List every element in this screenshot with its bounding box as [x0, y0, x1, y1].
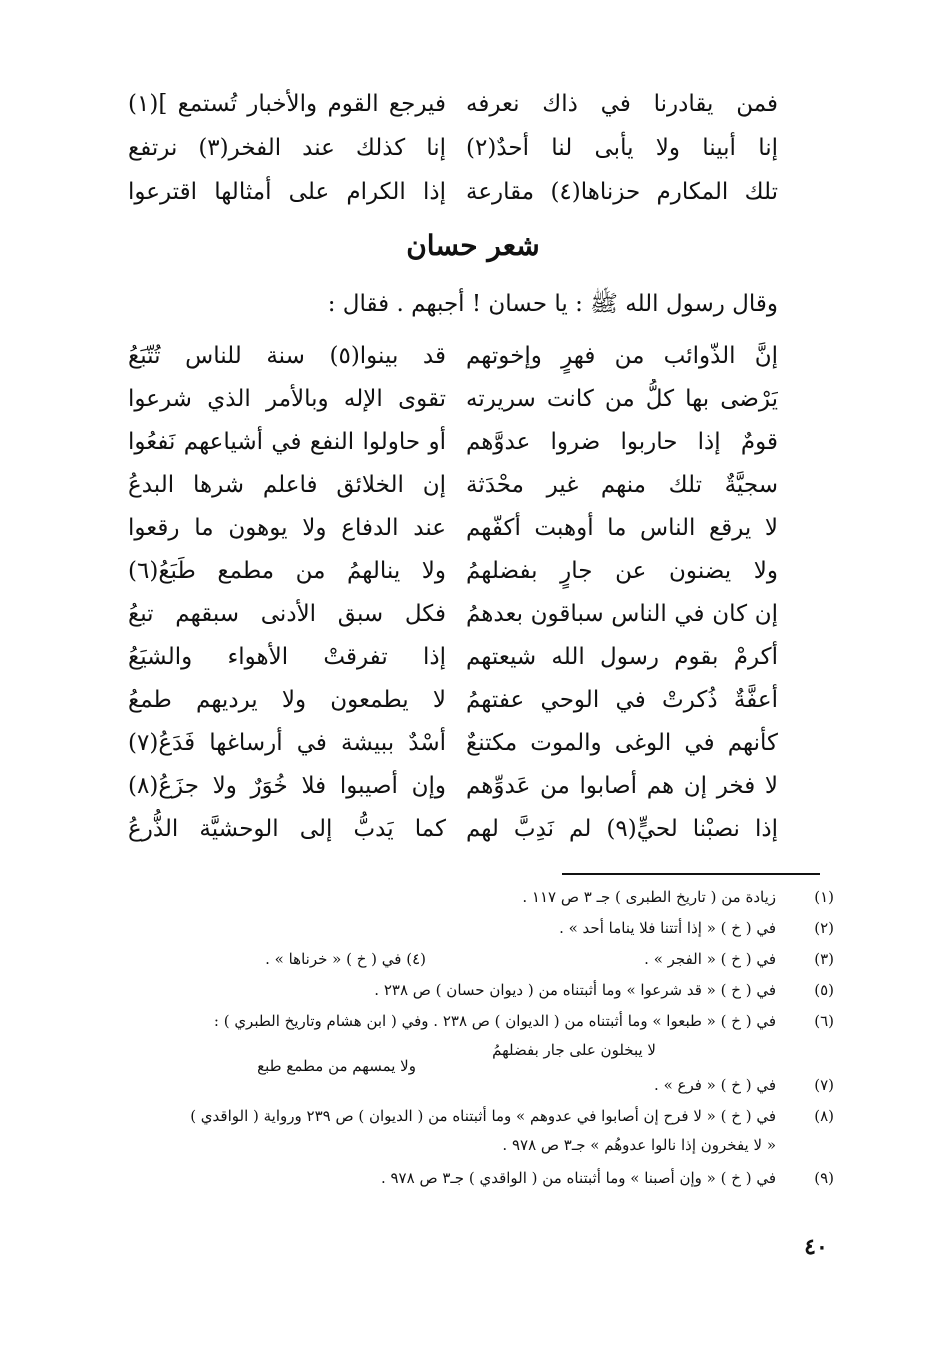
page-number: ٤٠ — [804, 1234, 828, 1260]
footnote-number: (٩) — [814, 1169, 834, 1187]
footnote-text: زيادة من ( تاريخ الطبرى ) جـ ٣ ص ١١٧ . — [522, 888, 776, 906]
verse-first-hemistich: أكرمْ بقوم رسول الله شيعتهم — [466, 644, 778, 670]
verse-second-hemistich: إنا كذلك عند الفخر(٣) نرتفع — [128, 135, 446, 161]
footnote-text: في ( خ ) « قد شرعوا » وما أثبتناه من ( ديوان حسان ) ص ٢٣٨ . — [374, 981, 776, 999]
verse-second-hemistich: أو حاولوا النفع في أشياعهم نَفعُوا — [128, 429, 446, 455]
intro-line: وقال رسول الله ﷺ : يا حسان ! أجبهم . فقال : — [327, 291, 778, 317]
verse-first-hemistich: كأنهم في الوغى والموت مكتنعٌ — [466, 730, 778, 756]
verse-first-hemistich: لا فخر إن هم أصابوا من عَدوِّهم — [466, 773, 778, 799]
footnote-divider — [562, 873, 820, 875]
section-heading: شعر حسان — [406, 229, 540, 262]
verse-second-hemistich: لا يطمعون ولا يرديهم طمعُ — [128, 687, 446, 713]
footnote-number: (١) — [814, 888, 834, 906]
footnote-verse-first: لا يبخلون على جار بفضلهمُ — [492, 1041, 656, 1059]
footnote-text: في ( خ ) « الفجر » . — [644, 950, 776, 968]
verse-second-hemistich: تقوى الإله وبالأمر الذي شرعوا — [128, 386, 446, 412]
verse-first-hemistich: يَرْضى بها كلُّ من كانت سريرته — [466, 386, 778, 412]
footnote-text: في ( خ ) « لا فرح إن أصابوا في عدوهم » وما أثبتناه من ( الديوان ) ص ٢٣٩ ورواية ( الواقدي ) — [190, 1107, 776, 1125]
footnote-text: في ( خ ) « طبعوا » وما أثبتناه من ( الديوان ) ص ٢٣٨ . وفي ( ابن هشام وتاريخ الطبري ) : — [213, 1012, 776, 1030]
footnote-number: (٣) — [814, 950, 834, 968]
verse-first-hemistich: تلك المكارم حزناها(٤) مقارعة — [466, 179, 778, 205]
footnote-text: في ( خ ) « وإن أصبنا » وما أثبتناه من ( الواقدي ) جـ٣ ص ٩٧٨ . — [380, 1169, 776, 1187]
footnote-number: (٦) — [814, 1012, 834, 1030]
footnote-number: (٥) — [814, 981, 834, 999]
verse-second-hemistich: عند الدفاع ولا يوهون ما رقعوا — [128, 515, 446, 541]
footnote-inline-entry: (٤) في ( خ ) « خرناها » . — [265, 950, 426, 968]
footnote-verse-second: ولا يمسهم من مطمع طبع — [257, 1057, 416, 1075]
verse-second-hemistich: إن الخلائق فاعلم شرها البدعُ — [128, 472, 446, 498]
verse-second-hemistich: قد بينوا(٥) سنة للناس تُتّبَعُ — [128, 343, 446, 369]
verse-second-hemistich: وإن أصيبوا فلا خُوَرٌ ولا جزَعُ(٨) — [128, 773, 446, 799]
verse-second-hemistich: فكل سبق الأدنى سبقهم تبعُ — [128, 601, 446, 627]
verse-first-hemistich: إنا أبينا ولا يأبى لنا أحدٌ(٢) — [466, 135, 778, 161]
verse-first-hemistich: إنَّ الذّوائب من فهرٍ وإخوتهم — [466, 343, 778, 369]
verse-first-hemistich: ولا يضنون عن جارٍ بفضلهمُ — [466, 558, 778, 584]
verse-first-hemistich: قومٌ إذا حاربوا ضروا عدوَّهم — [466, 429, 778, 455]
verse-first-hemistich: فمن يقادرنا في ذاك نعرفه — [466, 91, 778, 117]
footnote-number: (٨) — [814, 1107, 834, 1125]
footnote-text: في ( خ ) « فرع » . — [654, 1076, 776, 1094]
verse-second-hemistich: فيرجع القوم والأخبار تُستمع ](١) — [128, 91, 446, 117]
verse-second-hemistich: إذا الكرام على أمثالها اقترعوا — [128, 179, 446, 205]
footnote-continuation: « لا يفخرون إذا نالوا عدوهُم » جـ٣ ص ٩٧٨ . — [502, 1136, 776, 1154]
verse-first-hemistich: أعفَّةٌ ذُكرتْ في الوحي عفتهمُ — [466, 687, 778, 713]
footnote-text: في ( خ ) « إذا أتتنا فلا يناما أحد » . — [559, 919, 776, 937]
footnote-number: (٧) — [814, 1076, 834, 1094]
verse-first-hemistich: سجيَّةٌ تلك منهم غير محْدَثة — [466, 472, 778, 498]
verse-first-hemistich: إن كان في الناس سباقون بعدهمُ — [466, 601, 778, 627]
verse-second-hemistich: ولا ينالهمُ من مطمع طَبَعُ(٦) — [128, 558, 446, 584]
verse-first-hemistich: لا يرقع الناس ما أوهبت أكفّهم — [466, 515, 778, 541]
footnote-number: (٢) — [814, 919, 834, 937]
verse-second-hemistich: إذا تفرقتْ الأهواء والشيَعُ — [128, 644, 446, 670]
verse-second-hemistich: أسْدٌ ببيشة في أرساغها فَدَعُ(٧) — [128, 730, 446, 756]
verse-first-hemistich: إذا نصبْنا لحيٍّ(٩) لم نَدِبَّ لهم — [466, 816, 778, 842]
verse-second-hemistich: كما يَدبُّ إلى الوحشيَّة الذُّرعُ — [128, 816, 446, 842]
